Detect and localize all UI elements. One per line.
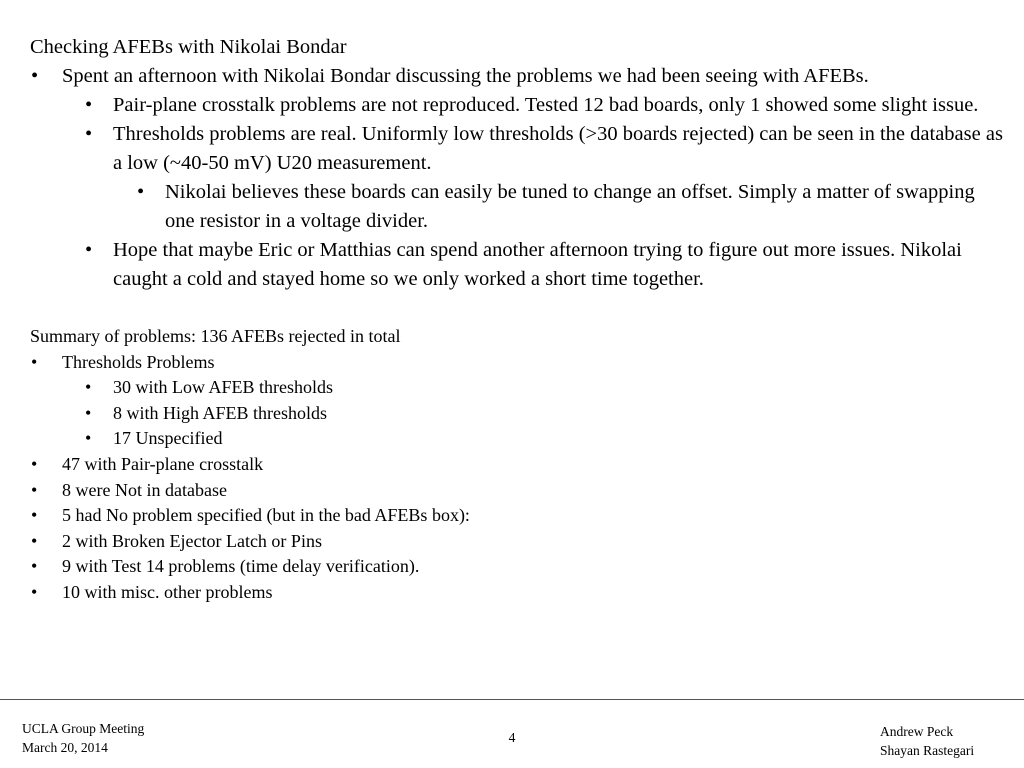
bullet-text: Pair-plane crosstalk problems are not reproduced. Tested 12 bad boards, only 1 showed some slight issue. [113, 94, 979, 116]
bullet-item [30, 426, 1005, 452]
bullet-item [30, 503, 1005, 529]
bullet-text: 47 with Pair-plane crosstalk [62, 453, 264, 474]
page-number: 4 [508, 730, 516, 745]
bullet-item [30, 236, 1005, 294]
bullet-text: 9 with Test 14 problems (time delay verification). [62, 556, 420, 577]
footer-meeting: UCLA Group Meeting [22, 721, 145, 736]
bullet-text: 5 had No problem specified (but in the bad AFEBs box): [62, 505, 470, 526]
bullet-marker: • [31, 351, 38, 372]
bullet-text: Thresholds Problems [62, 351, 215, 372]
bullet-marker: • [31, 453, 38, 474]
bullet-item [30, 478, 1005, 504]
footer-author: Andrew Peck [880, 724, 954, 739]
bullet-item [30, 401, 1005, 427]
bullet-item [30, 452, 1005, 478]
bullet-item [30, 350, 1005, 376]
section-afeb-check [30, 33, 1005, 294]
bullet-text: 17 Unspecified [113, 428, 223, 449]
summary-title: Summary of problems: 136 AFEBs rejected in total [30, 326, 401, 346]
bullet-marker: • [85, 402, 92, 423]
bullet-text: 30 with Low AFEB thresholds [113, 377, 334, 398]
bullet-item [30, 91, 1005, 120]
footer-left [22, 719, 144, 757]
bullet-item [30, 580, 1005, 606]
bullet-marker: • [85, 123, 93, 145]
bullet-marker: • [31, 530, 38, 551]
bullet-item [30, 554, 1005, 580]
bullet-text: 10 with misc. other problems [62, 581, 273, 602]
summary-list [30, 350, 1005, 606]
bullet-text: Spent an afternoon with Nikolai Bondar discussing the problems we had been seeing with AFEBs. [62, 65, 869, 87]
bullet-text: Hope that maybe Eric or Matthias can spend another afternoon trying to figure out more issues. Nikolai caught a cold and stayed home so we only worked a short time together. [113, 239, 962, 290]
footer-right [880, 722, 974, 760]
bullet-marker: • [31, 479, 38, 500]
footer-date: March 20, 2014 [22, 740, 108, 755]
slide-content [30, 33, 1005, 606]
bullet-marker: • [137, 181, 145, 203]
bullet-marker: • [85, 377, 92, 398]
bullet-text: Nikolai believes these boards can easily be tuned to change an offset. Simply a matter of swapping one resistor in a voltage divider. [165, 181, 975, 232]
bullet-item [30, 375, 1005, 401]
bullet-list [30, 62, 1005, 294]
bullet-marker: • [85, 428, 92, 449]
footer-author: Shayan Rastegari [880, 743, 975, 758]
bullet-text: 2 with Broken Ejector Latch or Pins [62, 530, 322, 551]
footer-divider [0, 699, 1024, 700]
bullet-item [30, 62, 1005, 91]
bullet-marker: • [31, 505, 38, 526]
bullet-item [30, 529, 1005, 555]
bullet-marker: • [31, 65, 39, 87]
bullet-marker: • [31, 581, 38, 602]
bullet-item [30, 120, 1005, 178]
section-title: Checking AFEBs with Nikolai Bondar [30, 36, 347, 58]
bullet-marker: • [85, 94, 93, 116]
bullet-text: Thresholds problems are real. Uniformly low thresholds (>30 boards rejected) can be seen in the database as a low (~40-50 mV) U20 measurement. [113, 123, 1003, 174]
section-summary [30, 324, 1005, 606]
bullet-marker: • [31, 556, 38, 577]
bullet-marker: • [85, 239, 93, 261]
bullet-text: 8 with High AFEB thresholds [113, 402, 328, 423]
bullet-item [30, 178, 1005, 236]
bullet-text: 8 were Not in database [62, 479, 227, 500]
